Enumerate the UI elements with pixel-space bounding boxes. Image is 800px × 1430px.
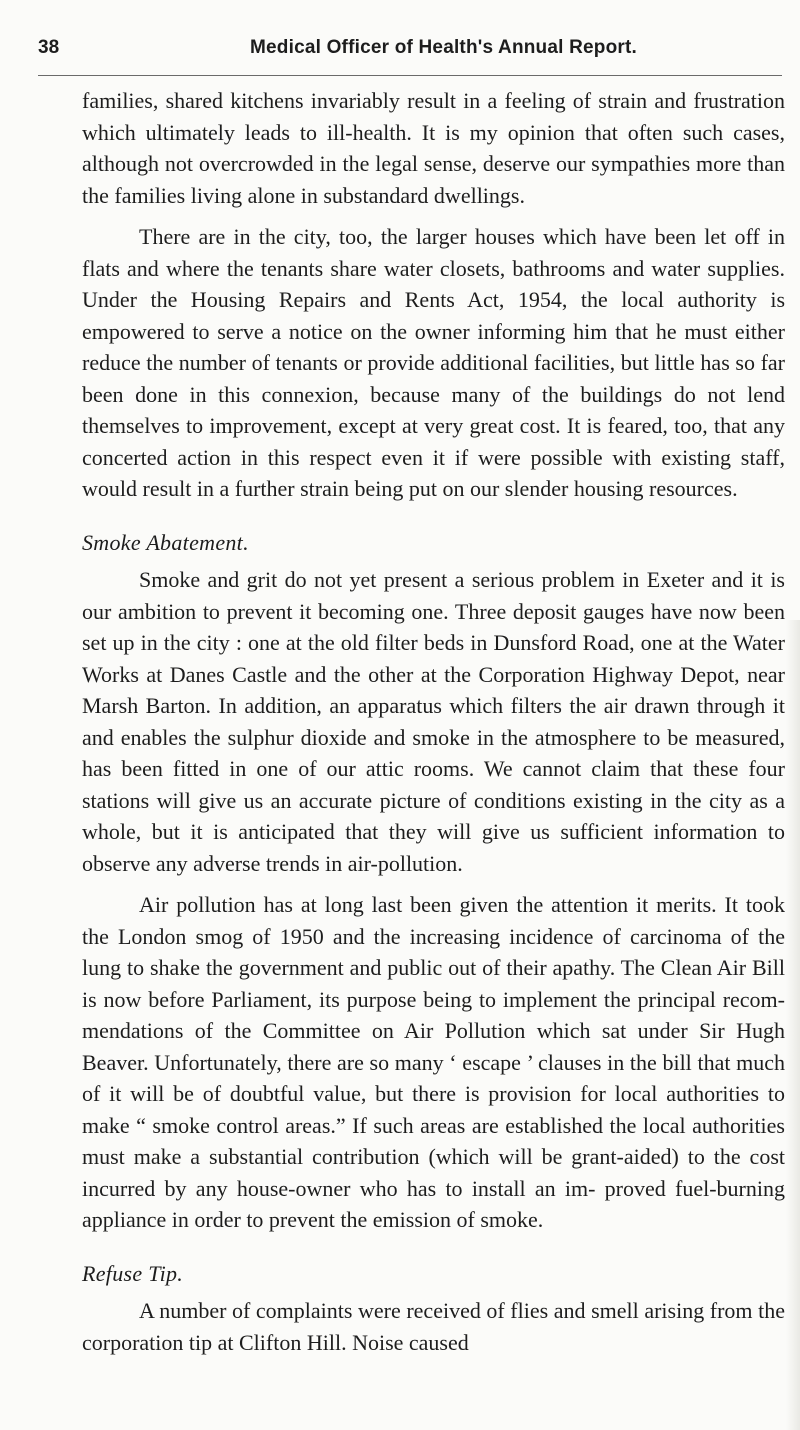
header-divider [38, 75, 782, 76]
body-text [82, 85, 785, 1358]
page-header [38, 37, 782, 67]
page-number: 38 [38, 37, 60, 58]
page-edge-shadow [786, 620, 800, 1430]
running-title: Medical Officer of Health's Annual Report. [250, 37, 637, 58]
section-heading-smoke-abatement: Smoke Abatement. [82, 529, 249, 555]
section-heading-refuse-tip: Refuse Tip. [82, 1260, 184, 1286]
paragraph-refuse-tip: A number of complaints were received of flies and smell arising from the corporation tip at Clifton Hill. Noise caused [82, 1298, 785, 1355]
paragraph-flats: There are in the city, too, the larger houses which have been let off in flats and where the tenants share water closets, bathrooms and water supplies. Under the Housing Repairs and Rents Act, 1954, the local authority is empowered to serve a notice on the owner informing him that he must either reduce the number of tenants or provide additional facilities, but little has so far been done in this connexion, because many of the buildings do not lend themselves to improvement, except at very great cost. It is feared, too, that any concerted action in this respect even it if were possible with existing staff, would result in a further strain being put on our slender housing resources. [82, 224, 785, 501]
paragraph-smoke-gauges: Smoke and grit do not yet present a serious problem in Exeter and it is our ambition to prevent it becoming one. Three deposit gauges have now been set up in the city : one at the old filter beds in Dunsford Road, one at the Water Works at Danes Castle and the other at the Corporation Highway Depot, near Marsh Barton. In addition, an apparatus which filters the air drawn through it and enables the sulphur dioxide and smoke in the atmosphere to be measured, has been fitted in one of our attic rooms. We cannot claim that these four stations will give us an accurate picture of conditions existing in the city as a whole, but it is anticipated that they will give us sufficient information to observe any adverse trends in air-pollution. [82, 567, 785, 876]
paragraph-housing-strain: families, shared kitchens invariably result in a feeling of strain and frustration which ultimately leads to ill-health. It is my opinion that often such cases, although not overcrowded in the legal sense, deserve our sympathies more than the families living alone in substandard dwellings. [82, 88, 785, 208]
paragraph-air-pollution: Air pollution has at long last been given the attention it merits. It took the London smog of 1950 and the increasing incidence of carcinoma of the lung to shake the government and public out of their apathy. The Clean Air Bill is now before Parliament, its purpose being to implement the principal recom- mendations of the Committee on Air Pollution which sat under Sir Hugh Beaver. Unfortunately, there are so many ‘ escape ’ clauses in the bill that much of it will be of doubtful value, but there is provision for local authorities to make “ smoke control areas.” If such areas are established the local authorities must make a substantial contribution (which will be grant-aided) to the cost incurred by any house-owner who has to install an im- proved fuel-burning appliance in order to prevent the emission of smoke. [82, 892, 785, 1232]
